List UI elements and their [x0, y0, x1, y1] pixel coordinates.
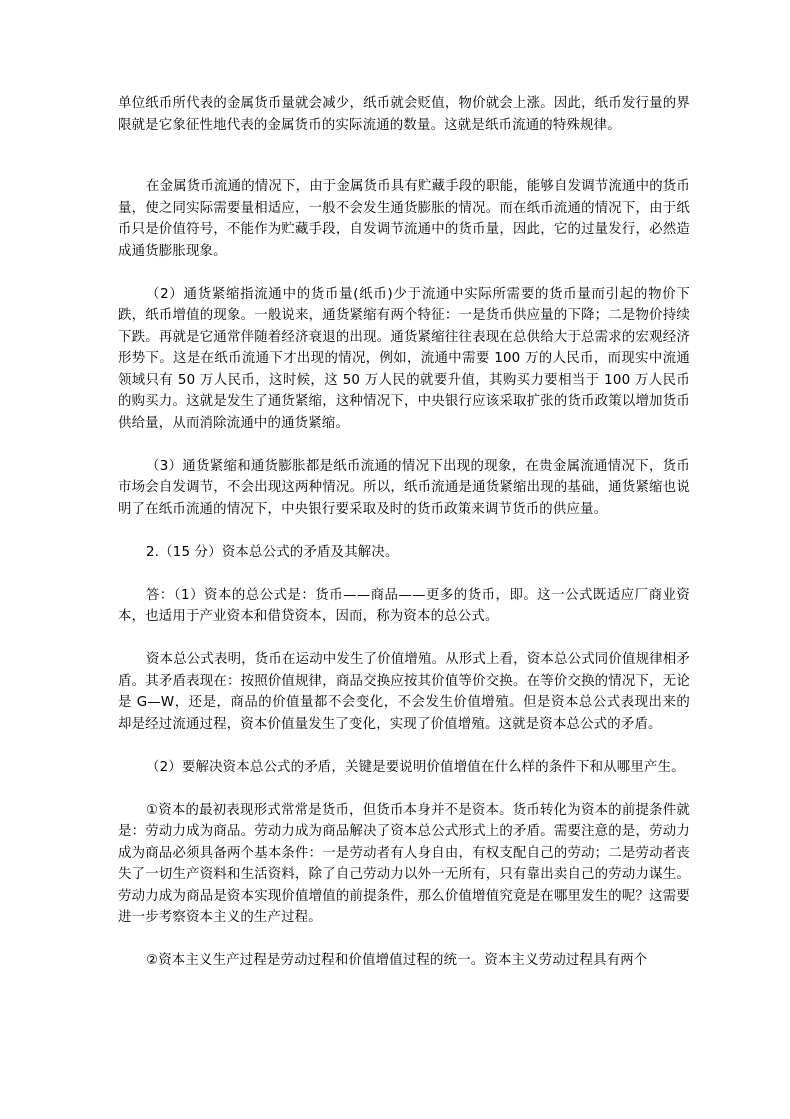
paragraph-formula-contradiction: 资本总公式表明，货币在运动中发生了价值增殖。从形式上看，资本总公式同价值规律相矛盾。其矛盾表现在：按照价值规律，商品交换应按其价值等价交换。在等价交换的情况下，无论是 G—W，还是，商品的价值量都不会变化，不会发生价值增殖。但是资本总公式表现出来的却是经过流通过程，资本价值量发生了变化，实现了价值增殖。这就是资本总公式的矛盾。: [118, 652, 690, 732]
paragraph-deflation-inflation-comparison: （3）通货紧缩和通货膨胀都是纸币流通的情况下出现的现象，在贵金属流通情况下，货币市场会自发调节，不会出现这两种情况。所以，纸币流通是通货紧缩出现的基础，通货紧缩也说明了在纸币流通的情况下，中央银行要采取及时的货币政策来调节货币的供应量。: [118, 458, 690, 517]
question-heading-capital-formula: 2.（15 分）资本总公式的矛盾及其解决。: [146, 544, 399, 560]
paragraph-capitalist-production-process: ②资本主义生产过程是劳动过程和价值增值过程的统一。资本主义劳动过程具有两个: [146, 953, 648, 968]
document-page: [118, 93, 690, 993]
paragraph-deflation-definition: （2）通货紧缩指流通中的货币量(纸币)少于流通中实际所需要的货币量而引起的物价下跌，纸币增值的现象。一般说来，通货紧缩有两个特征：一是货币供应量的下降；二是物价持续下跌。再就是它通常伴随着经济衰退的出现。通货紧缩往往表现在总供给大于总需求的宏观经济形势下。这是在纸币流通下才出现的情况，例如，流通中需要 100 万的人民币，而现实中流通领域只有 50 万人民币，这时候，这 50 万人民的就要升值，其购买力要相当于 100 万人民币的购买力。这就是发生了通货紧缩，这种情况下，中央银行应该采取扩张的货币政策以增加货币供给量，从而消除流通中的通货紧缩。: [118, 286, 690, 431]
paragraph-resolving-contradiction: （2）要解决资本总公式的矛盾，关键是要说明价值增值在什么样的条件下和从哪里产生。: [146, 759, 685, 775]
paragraph-paper-money-law: 单位纸币所代表的金属货币量就会减少，纸币就会贬值，物价就会上涨。因此，纸币发行量的界限就是它象征性地代表的金属货币的实际流通的数量。这就是纸币流通的特殊规律。: [118, 96, 690, 133]
paragraph-answer-general-formula: 答：（1）资本的总公式是：货币——商品——更多的货币，即。这一公式既适应厂商业资本，也适用于产业资本和借贷资本，因而，称为资本的总公式。: [118, 587, 690, 624]
paragraph-labor-power-commodity: ①资本的最初表现形式常常是货币，但货币本身并不是资本。货币转化为资本的前提条件就是：劳动力成为商品。劳动力成为商品解决了资本总公式形式上的矛盾。需要注意的是，劳动力成为商品必须具备两个基本条件：一是劳动者有人身自由，有权支配自己的劳动；二是劳动者丧失了一切生产资料和生活资料，除了自己劳动力以外一无所有，只有靠出卖自己的劳动力谋生。劳动力成为商品是资本实现价值增值的前提条件，那么价值增值究竟是在哪里发生的呢？这需要进一步考察资本主义的生产过程。: [118, 802, 690, 925]
paragraph-metal-currency-inflation: 在金属货币流通的情况下，由于金属货币具有贮藏手段的职能，能够自发调节流通中的货币量，使之同实际需要量相适应，一般不会发生通货膨胀的情况。而在纸币流通的情况下，由于纸币只是价值符号，不能作为贮藏手段，自发调节流通中的货币量，因此，它的过量发行，必然造成通货膨胀现象。: [118, 179, 690, 259]
